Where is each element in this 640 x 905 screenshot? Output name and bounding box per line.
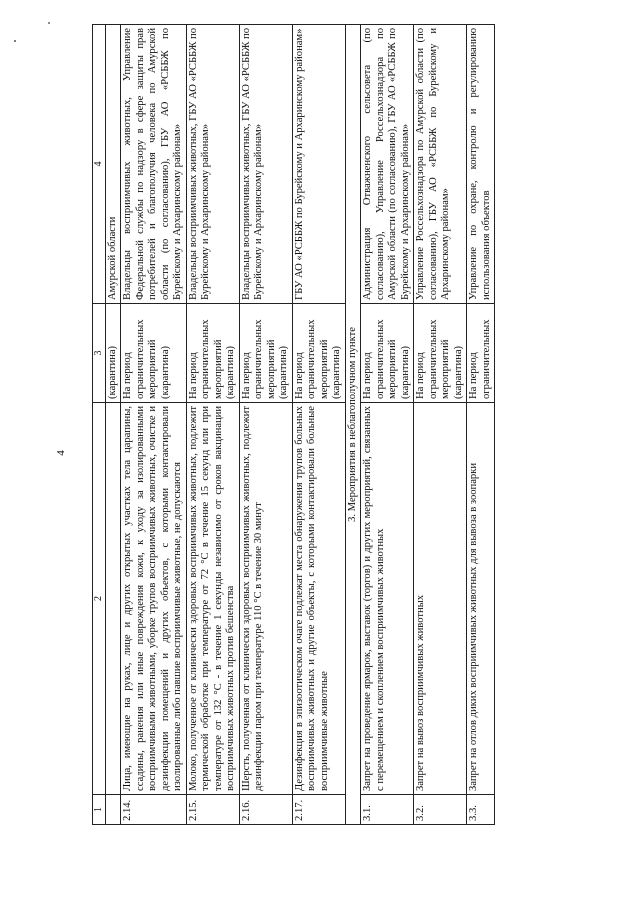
period-text: На период ограничительных мероприятий (карантина) [361, 304, 414, 403]
page-number: 4 [54, 450, 67, 456]
period-text: На период ограничительных мероприятий (карантина) [292, 304, 345, 403]
responsible-text: Владельцы восприимчивых животных, Управление Федеральной службы по надзору в сфере защиты прав потребителей и благополучия человека по Амурской области (по согласованию), ГБУ АО «РСББЖ по Бурейскому и Архаринскому районам» [121, 25, 187, 304]
continuation-period: (карантина) [105, 304, 121, 403]
row-number: 2.14. [121, 795, 187, 825]
table-row [292, 25, 345, 825]
responsible-text: Владельцы восприимчивых животных, ГБУ АО «РСББЖ по Бурейскому и Архаринскому районам» [186, 25, 239, 304]
table-row [361, 25, 414, 825]
measure-text: Дезинфекция в эпизоотическом очаге подлежат места обнаружения трупов больных восприимчивых животных и другие объекты, с которыми контактировали больные восприимчивые животные [292, 403, 345, 795]
table-row [414, 25, 467, 825]
table-row [186, 25, 239, 825]
row-number: 3.3. [467, 795, 495, 825]
row-number: 3.2. [414, 795, 467, 825]
header-row [93, 25, 106, 825]
header-col-3: 3 [93, 304, 106, 403]
responsible-text: ГБУ АО «РСББЖ по Бурейскому и Архаринскому районам» [292, 25, 345, 304]
responsible-text: Владельцы восприимчивых животных, ГБУ АО «РСББЖ по Бурейскому и Архаринскому районам» [239, 25, 292, 304]
measure-text: Запрет на отлов диких восприимчивых животных для вывоза в зоопарки [467, 403, 495, 795]
measure-text: Лица, имеющие на руках, лице и других открытых участках тела царапины, ссадины, ранения или иные повреждения кожи, к уходу за изолированными восприимчивыми животными, уборке трупов восприимчивых животных, очистке и дезинфекции помещений и других объектов, с которыми контактировали изолированные либо павшие восприимчивые животные, не допускаются [121, 403, 187, 795]
period-text: На период ограничительных мероприятий (карантина) [186, 304, 239, 403]
table-row [239, 25, 292, 825]
header-col-4: 4 [93, 25, 106, 304]
responsible-text: Управление по охране, контролю и регулированию использования объектов [467, 25, 495, 304]
period-text: На период ограничительных мероприятий (карантина) [239, 304, 292, 403]
row-number: 3.1. [361, 795, 414, 825]
responsible-text: Управление Россельхознадзора по Амурской области (по согласованию), ГБУ АО «РСББЖ по Бурейскому и Архаринскому районам» [414, 25, 467, 304]
period-text: На период ограничительных [467, 304, 495, 403]
rotated-page [92, 25, 592, 825]
section-title-row [345, 25, 361, 825]
header-col-1: 1 [93, 795, 106, 825]
responsible-text: Администрация Отважненского сельсовета (по согласованию), Управление Россельхознадзора по Амурской области (по согласованию), ГБУ АО «РСББЖ по Бурейскому и Архаринскому районам» [361, 25, 414, 304]
measure-text: Шерсть, полученная от клинически здоровых восприимчивых животных, подлежит дезинфекции паром при температуре 110 °С в течение 30 минут [239, 403, 292, 795]
row-number: 2.16. [239, 795, 292, 825]
scan-speck [14, 40, 16, 42]
scan-speck [48, 22, 50, 24]
row-number: 2.15. [186, 795, 239, 825]
measure-text: Запрет на проведение ярмарок, выставок (торгов) и других мероприятий, связанных с перемещением и скоплением восприимчивых животных [361, 403, 414, 795]
header-col-2: 2 [93, 403, 106, 795]
section-title: 3. Мероприятия в неблагополучном пункте [345, 25, 361, 825]
continuation-responsible: Амурской области [105, 25, 121, 304]
continuation-row [105, 25, 121, 825]
period-text: На период ограничительных мероприятий (карантина) [414, 304, 467, 403]
measure-text: Молоко, полученное от клинически здоровых восприимчивых животных, подлежит термической обработке при температуре от 72 °С в течение 15 секунд или при температуре от 132 °С - в течение 1 секунды независимо от сроков вакцинации восприимчивых животных против бешенства [186, 403, 239, 795]
period-text: На период ограничительных мероприятий (карантина) [121, 304, 187, 403]
measure-text: Запрет на вывоз восприимчивых животных [414, 403, 467, 795]
table-row [121, 25, 187, 825]
table-row [467, 25, 495, 825]
measures-table [92, 24, 495, 825]
row-number: 2.17. [292, 795, 345, 825]
